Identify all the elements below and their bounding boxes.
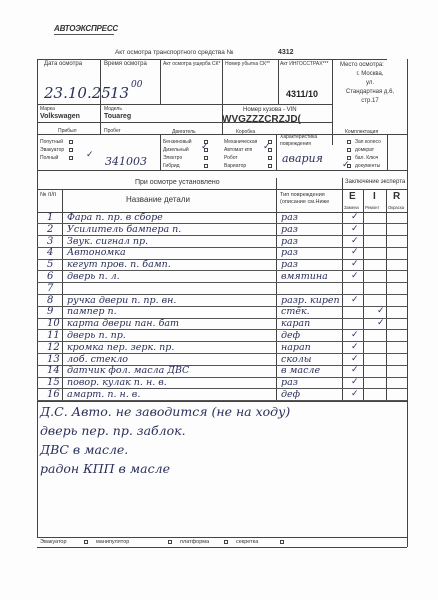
row-number: 1 <box>47 212 54 223</box>
ingos-header: Акт ИНГОССТРАХ*** <box>280 61 329 67</box>
row-damage-type: раз <box>281 247 298 259</box>
row-number: 12 <box>47 341 60 353</box>
row-replace-check: ✓ <box>351 341 359 352</box>
arrival-full: Полный <box>40 155 59 161</box>
row-part-name: лоб. стекло <box>67 353 128 365</box>
note-line: ДВС в масле. <box>40 442 129 457</box>
model-value: Touareg <box>104 113 132 120</box>
table-row <box>37 342 407 354</box>
engine-diesel: Дизельный <box>163 147 189 153</box>
ingos-act-value: 4311/10 <box>286 89 319 99</box>
row-damage-type: сколы <box>281 353 312 365</box>
row-replace-check: ✓ <box>351 212 359 222</box>
kit-spare: Зап колесо <box>355 139 381 145</box>
logo <box>54 24 118 38</box>
make-value: Volkswagen <box>40 113 80 120</box>
kit-docs: документы <box>355 163 381 169</box>
name-label: Название детали <box>126 195 190 204</box>
time-header: Время осмотра <box>104 61 147 67</box>
footer-manipulator: манипулятор <box>96 539 130 545</box>
row-number: 6 <box>47 271 54 282</box>
footer-secret: секретка <box>236 539 259 545</box>
row-number: 2 <box>47 223 54 235</box>
engine-hybrid: Гибрид <box>163 163 180 169</box>
row-replace-check: ✓ <box>351 330 359 340</box>
row-part-name: дверь п. пр. <box>67 330 126 341</box>
inspection-date: 23.10.25 <box>44 84 111 102</box>
model-label: Модель <box>104 106 122 112</box>
row-damage-type: раз <box>281 259 298 271</box>
row-damage-type: раз <box>281 235 298 247</box>
row-replace-check: ✓ <box>351 223 359 234</box>
row-damage-type: нарап <box>281 341 311 353</box>
row-part-name: датчик фол. масла ДВС <box>67 365 190 377</box>
date-header: Дата осмотра <box>44 61 83 67</box>
row-number: 8 <box>47 294 54 306</box>
table-row <box>37 330 407 342</box>
row-part-name: Фара п. пр. в сборе <box>67 212 163 223</box>
row-number: 13 <box>47 353 60 365</box>
row-damage-type: вмятина <box>281 271 328 282</box>
row-part-name: Автономка <box>67 247 126 259</box>
table-row <box>37 295 407 307</box>
gearbox-cvt: Вариатор <box>224 163 247 169</box>
expert-col-e: E <box>349 191 356 202</box>
row-part-name: кромка пер. зерк. пр. <box>67 341 175 353</box>
row-number: 10 <box>47 318 60 330</box>
gearbox-label: Коробка <box>236 129 256 135</box>
gearbox-auto: Автомат кпп <box>224 147 253 153</box>
make-label: Марка <box>40 106 55 112</box>
kit-docs-check: ✓ <box>342 160 350 170</box>
row-number: 7 <box>47 282 54 294</box>
table-row <box>37 318 407 330</box>
row-replace-check: ✓ <box>377 318 385 329</box>
table-row <box>37 236 407 248</box>
expert-col-i: I <box>373 191 376 202</box>
row-replace-check: ✓ <box>351 294 359 305</box>
table-row <box>37 306 407 318</box>
damage-char-label: Характеристика повреждения <box>280 134 318 147</box>
row-replace-check: ✓ <box>351 389 359 399</box>
table-row <box>37 271 407 283</box>
footer-tow: Эвакуатор <box>40 539 67 545</box>
table-row <box>37 247 407 259</box>
act-number: 4312 <box>278 49 294 56</box>
row-replace-check: ✓ <box>351 235 359 246</box>
notes-block <box>40 404 400 534</box>
expert-col-r: R <box>393 191 401 202</box>
row-replace-check: ✓ <box>351 365 359 376</box>
arrival-passing: Попутный <box>40 139 64 145</box>
row-number: 11 <box>47 330 60 341</box>
place-header: Место осмотра: <box>340 62 384 68</box>
damage-act-header: Акт осмотра ущерба СК* <box>163 61 221 67</box>
inspection-time-minutes: 00 <box>131 80 143 90</box>
note-line: радон КПП в масле <box>40 461 170 476</box>
row-damage-type: в масле <box>281 365 321 377</box>
table-row <box>37 377 407 389</box>
found-label: При осмотре установлено <box>135 179 220 186</box>
row-replace-check: ✓ <box>351 271 359 281</box>
row-damage-type: разр. киреп <box>281 294 340 306</box>
row-part-name: повор. кулак п. н. в. <box>67 377 167 389</box>
table-row <box>37 224 407 236</box>
table-row <box>37 259 407 271</box>
row-part-name: Усилитель бампера п. <box>67 223 182 235</box>
footer-platform: платформа <box>180 539 210 545</box>
gearbox-manual: Механическая <box>224 139 258 145</box>
expert-sub-replace: Замена <box>344 205 359 210</box>
row-damage-type: стёк. <box>281 306 310 318</box>
row-part-name: пампер п. <box>67 306 117 318</box>
kit-wrench: бал. Ключ <box>355 155 379 161</box>
engine-petrol: Бензиновый <box>163 139 192 145</box>
kit-jack: домкрат <box>355 147 375 153</box>
mileage-value: 341003 <box>105 155 147 168</box>
row-number: 9 <box>47 306 54 318</box>
row-replace-check: ✓ <box>351 353 359 364</box>
row-damage-type: деф <box>281 389 301 400</box>
row-damage-type: деф <box>281 330 301 341</box>
row-damage-type: раз <box>281 223 298 235</box>
row-replace-check: ✓ <box>351 259 359 270</box>
row-replace-check: ✓ <box>351 377 359 388</box>
inspection-time: 13 <box>110 84 130 102</box>
row-replace-check: ✓ <box>351 247 359 258</box>
kit-label: Комплектация <box>345 129 379 135</box>
mileage-label: Пробег <box>104 128 121 134</box>
row-part-name: ручка двери п. пр. вн. <box>67 294 177 306</box>
gearbox-auto-check: ✓ <box>263 142 271 152</box>
vin-value: WVGZZZCRZJD( <box>222 114 301 125</box>
expert-label: Заключение эксперта <box>345 179 406 185</box>
type-label: Тип повреждения (описание см.Ниже <box>280 192 330 205</box>
damage-char-value: авария <box>282 152 323 165</box>
arrival-tow: Эвакуатор <box>40 147 65 153</box>
expert-sub-repair: Ремонт <box>365 205 380 210</box>
table-row <box>37 365 407 377</box>
engine-label: Двигатель <box>172 129 196 135</box>
row-part-name: Звук. сигнал пр. <box>67 235 149 247</box>
table-row <box>37 389 407 401</box>
place-address: г. Москва, ул. Стандартная д.6, стр.17 <box>345 71 395 104</box>
row-damage-type: раз <box>281 212 298 223</box>
row-number: 14 <box>47 365 60 377</box>
row-damage-type: карап <box>281 318 311 330</box>
table-row <box>37 212 407 224</box>
row-number: 15 <box>47 377 60 389</box>
row-number: 16 <box>47 389 60 400</box>
row-replace-check: ✓ <box>377 306 385 317</box>
engine-diesel-check: ✓ <box>201 142 209 152</box>
arrival-full-check: ✓ <box>86 150 94 160</box>
note-line: Д.С. Авто. не заводится (не на ходу) <box>40 404 291 419</box>
vin-label: Номер кузова - VIN <box>243 107 297 113</box>
note-line: дверь пер. пр. заблок. <box>40 423 186 438</box>
table-row <box>37 354 407 366</box>
logo-text: АВТОЭКСПРЕСС <box>54 24 118 33</box>
row-number: 5 <box>47 259 54 271</box>
row-number: 4 <box>47 247 54 259</box>
arrival-label: Прибыл <box>58 128 77 134</box>
engine-electric: Электро <box>163 155 183 161</box>
row-part-name: амарт. п. н. в. <box>67 389 141 400</box>
row-part-name: дверь п. л. <box>67 271 120 282</box>
row-part-name: кегут пров. п. бамп. <box>67 259 171 271</box>
gearbox-robot: Робот <box>224 155 238 161</box>
row-part-name: карта двери пан. бат <box>67 318 180 330</box>
act-title: Акт осмотра транспортного средства № <box>115 49 234 56</box>
expert-sub-paint: Окраска <box>388 205 405 210</box>
table-row <box>37 283 407 295</box>
claim-number-header: Номер убытка СК** <box>225 61 270 67</box>
row-damage-type: раз <box>281 377 298 389</box>
row-number: 3 <box>47 235 54 247</box>
num-label: № п/п <box>40 192 57 198</box>
